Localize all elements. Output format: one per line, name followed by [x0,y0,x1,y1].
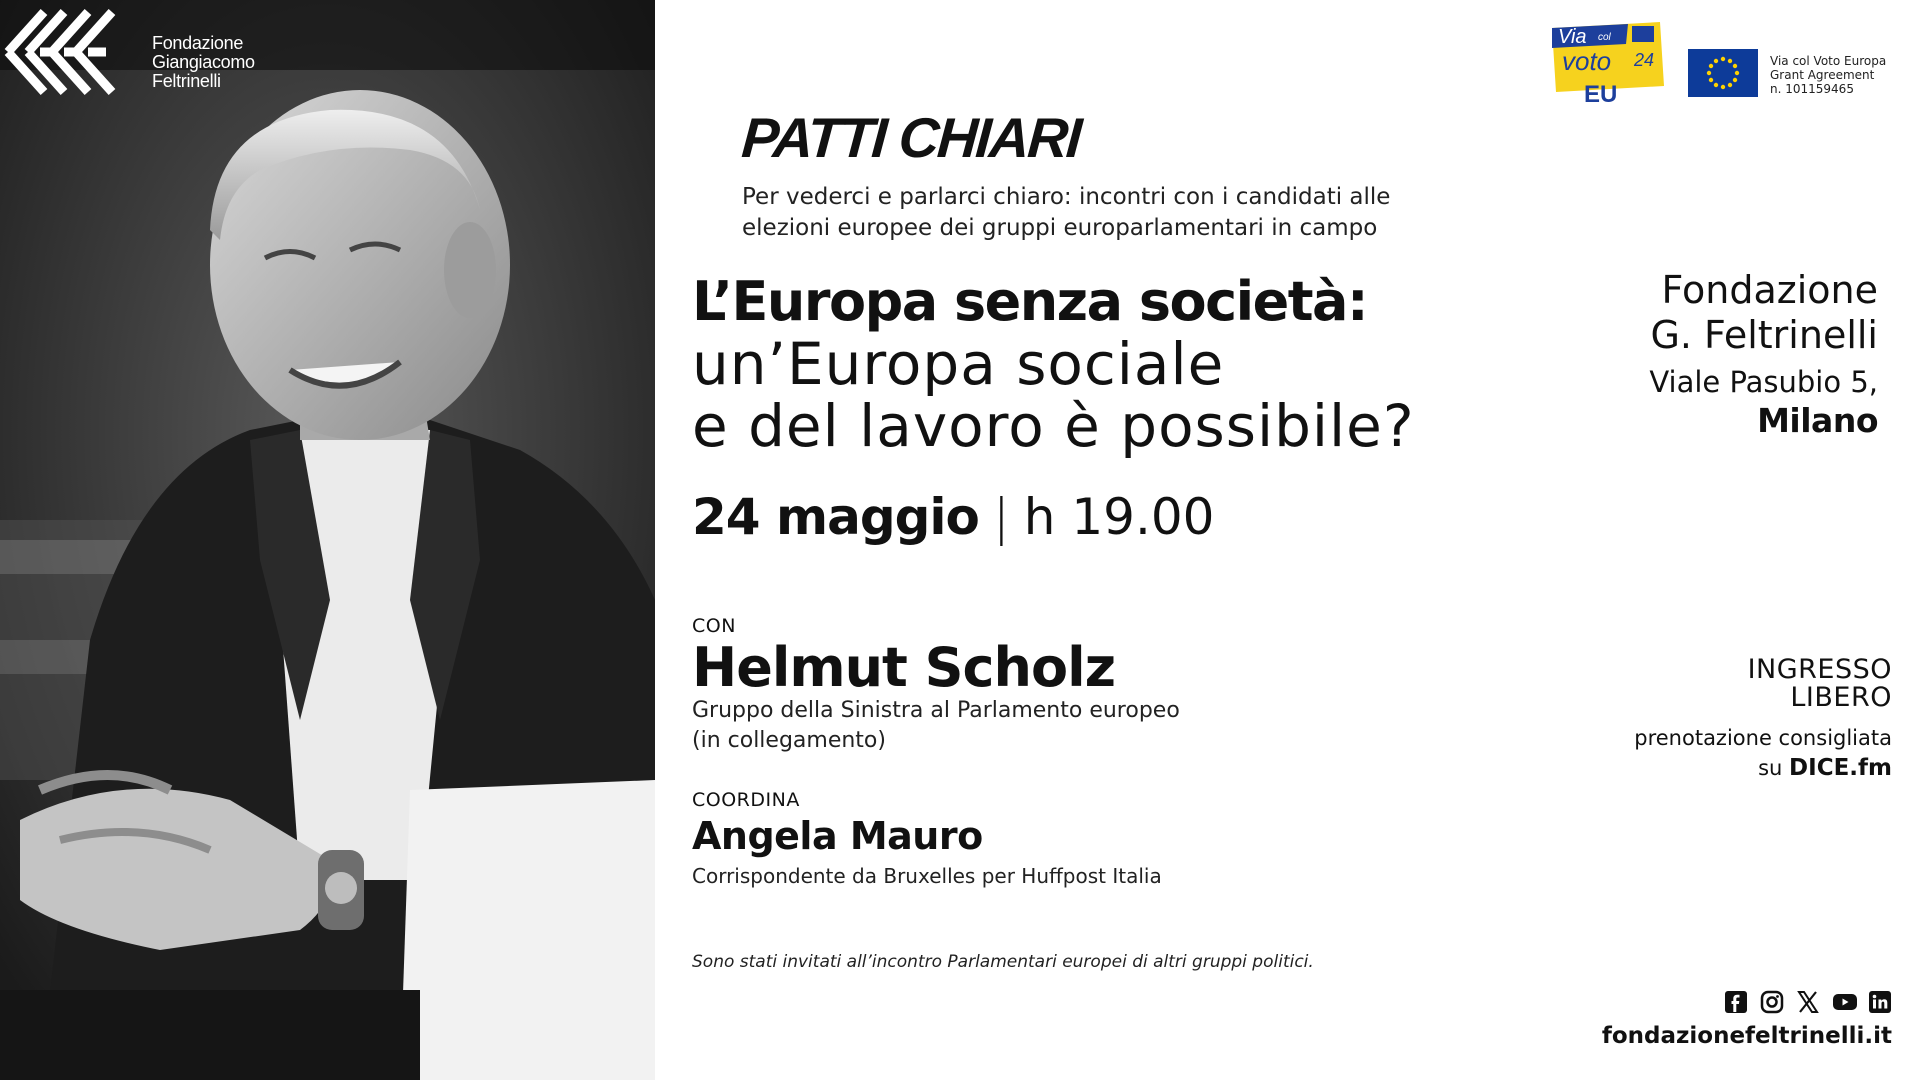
speaker-desc-line: (in collegamento) [692,728,886,753]
website-link[interactable]: fondazionefeltrinelli.it [1601,1023,1892,1049]
venue-line2: G. Feltrinelli [1650,313,1878,357]
speaker-description [692,696,1180,756]
invite-note: Sono stati invitati all’incontro Parlamentari europei di altri gruppi politici. [692,952,1314,972]
logo-line: Feltrinelli [152,71,221,91]
grant-agreement-text [1770,54,1886,96]
series-title: PATTI CHIARI [739,106,1083,169]
booking-note: prenotazione consigliata [1634,726,1892,750]
grant-line: n. 101159465 [1770,82,1854,96]
speaker-photo [0,0,655,1080]
speaker-desc-line: Gruppo della Sinistra al Parlamento europeo [692,698,1180,723]
admission-line2: LIBERO [1790,682,1892,713]
vcv-via: Via [1558,26,1587,48]
vcv-eu: EU [1584,81,1618,106]
speaker-label: CON [692,615,736,637]
series-subtitle [742,182,1502,244]
event-datetime [692,488,1215,546]
linkedin-icon[interactable] [1868,990,1892,1014]
x-icon[interactable] [1796,990,1820,1014]
admission-line1: INGRESSO [1747,654,1892,685]
via-col-voto-logo [1548,20,1670,106]
vcv-col: col [1598,32,1611,43]
vcv-num: 24 [1634,50,1655,70]
grant-line: Via col Voto Europa [1770,54,1887,68]
moderator-description: Corrispondente da Bruxelles per Huffpost Italia [692,864,1162,888]
speaker-name: Helmut Scholz [692,636,1116,699]
eu-flag-icon [1688,49,1758,97]
venue-city: Milano [1757,401,1878,440]
facebook-icon[interactable] [1724,990,1748,1014]
series-subtitle-line: Per vederci e parlarci chiaro: incontri con i candidati alle [742,184,1391,210]
event-title-line2: un’Europa sociale [692,330,1225,398]
date-separator: | [992,488,1010,546]
social-icons [1724,990,1892,1014]
venue-line1: Fondazione [1661,268,1878,312]
venue-address: Viale Pasubio 5, [1649,365,1878,399]
event-title-bold: L’Europa senza società: [692,270,1368,333]
speaker-photo-illustration [0,0,655,1080]
event-time: h 19.00 [1023,488,1215,546]
logo-line: Fondazione [152,33,244,53]
moderator-label: COORDINA [692,789,800,811]
series-subtitle-line: elezioni europee dei gruppi europarlamentari in campo [742,215,1378,241]
vcv-voto: voto [1562,46,1612,76]
foundation-logo-text [152,34,255,91]
grant-line: Grant Agreement [1770,68,1875,82]
ffff-monogram-icon [0,0,120,100]
moderator-name: Angela Mauro [692,814,983,858]
booking-link[interactable] [1634,752,1892,784]
logo-line: Giangiacomo [152,52,255,72]
event-date: 24 maggio [692,488,979,546]
admission-block [1634,656,1892,784]
venue-block [1649,268,1878,440]
instagram-icon[interactable] [1760,990,1784,1014]
dice-link[interactable]: DICE.fm [1789,755,1892,781]
youtube-icon[interactable] [1832,990,1856,1014]
booking-prefix: su [1758,756,1790,780]
event-title-line3: e del lavoro è possibile? [692,392,1415,460]
